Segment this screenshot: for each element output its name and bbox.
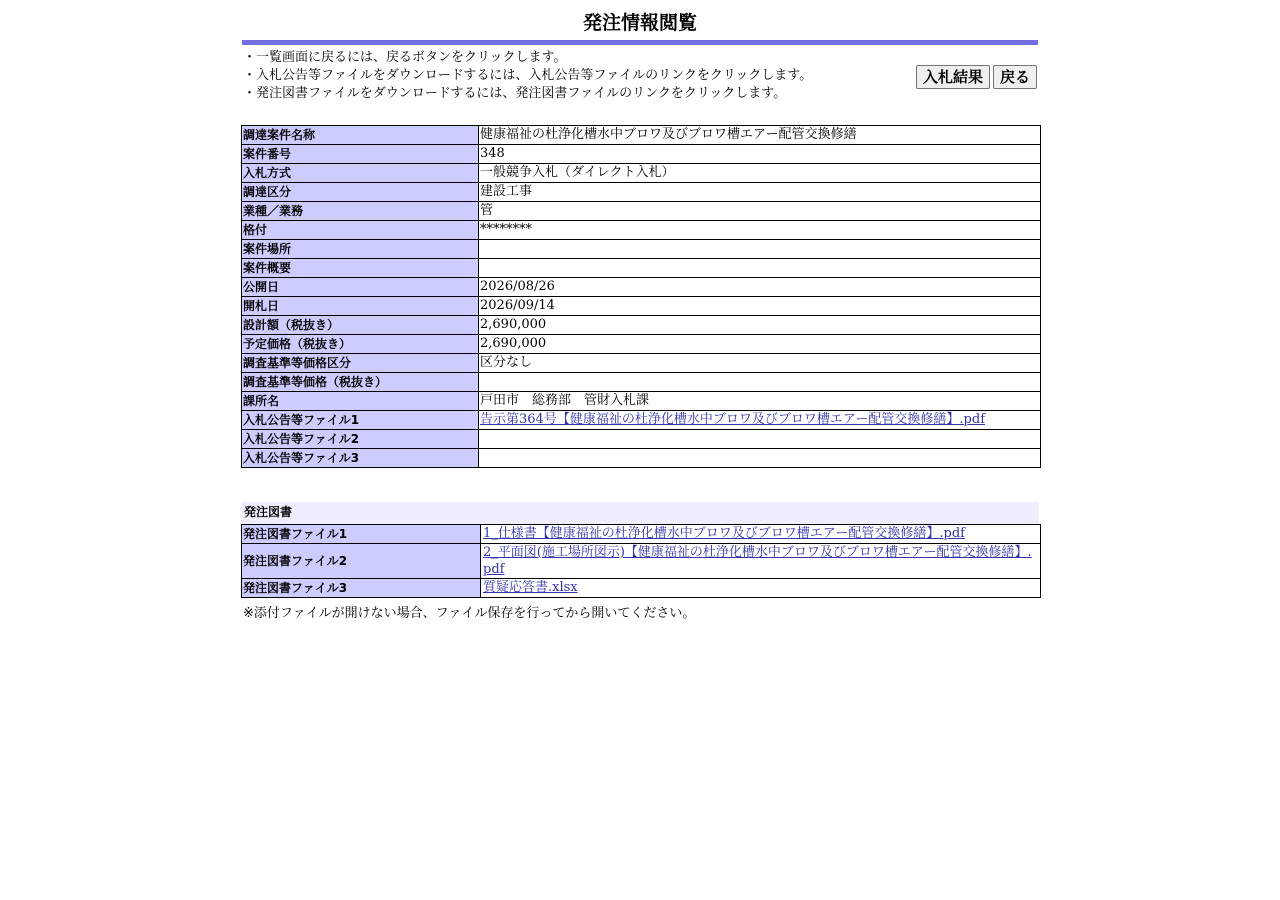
instruction-line: ・一覧画面に戻るには、戻るボタンをクリックします。 — [243, 50, 567, 65]
row-value — [481, 525, 1041, 544]
order-info-table — [241, 125, 1041, 468]
row-value: 区分なし — [479, 354, 1041, 373]
page-container — [241, 0, 1039, 621]
title-divider — [242, 40, 1038, 45]
row-value — [481, 544, 1041, 579]
row-label: 発注図書ファイル2 — [242, 544, 481, 579]
row-value — [479, 259, 1041, 278]
row-value — [479, 373, 1041, 392]
table-row — [242, 183, 1041, 202]
drawings-section-title: 発注図書 — [242, 502, 1039, 524]
table-row — [242, 164, 1041, 183]
table-row — [242, 202, 1041, 221]
table-row — [242, 126, 1041, 145]
row-value: 管 — [479, 202, 1041, 221]
row-label: 案件概要 — [242, 259, 479, 278]
row-label: 入札公告等ファイル3 — [242, 449, 479, 468]
row-label: 入札公告等ファイル1 — [242, 411, 479, 430]
table-row — [242, 259, 1041, 278]
table-row — [242, 316, 1041, 335]
table-row — [242, 278, 1041, 297]
table-row — [242, 221, 1041, 240]
row-label: 調達案件名称 — [242, 126, 479, 145]
table-row — [242, 579, 1041, 598]
table-row — [242, 411, 1041, 430]
table-row — [242, 145, 1041, 164]
row-value — [481, 579, 1041, 598]
row-label: 調達区分 — [242, 183, 479, 202]
row-label: 調査基準等価格区分 — [242, 354, 479, 373]
table-row — [242, 525, 1041, 544]
row-label: 入札方式 — [242, 164, 479, 183]
row-value: 2,690,000 — [479, 335, 1041, 354]
drawing-file-2-link[interactable]: 2_平面図(施工場所図示)【健康福祉の杜浄化槽水中ブロワ及びブロワ槽エアー配管交換修繕】.pdf — [483, 545, 1032, 577]
drawing-file-3-link[interactable]: 質疑応答書.xlsx — [483, 580, 578, 595]
row-label: 予定価格（税抜き） — [242, 335, 479, 354]
row-value — [479, 430, 1041, 449]
table-row — [242, 297, 1041, 316]
row-value — [479, 411, 1041, 430]
row-value: ******** — [479, 221, 1041, 240]
row-value: 2,690,000 — [479, 316, 1041, 335]
row-label: 入札公告等ファイル2 — [242, 430, 479, 449]
back-button[interactable]: 戻る — [993, 65, 1037, 89]
row-label: 開札日 — [242, 297, 479, 316]
row-value: 戸田市 総務部 管財入札課 — [479, 392, 1041, 411]
drawing-file-1-link[interactable]: 1_仕様書【健康福祉の杜浄化槽水中ブロワ及びブロワ槽エアー配管交換修繕】.pdf — [483, 526, 965, 541]
action-buttons — [916, 65, 1037, 89]
table-row — [242, 335, 1041, 354]
notice-file-1-link[interactable]: 告示第364号【健康福祉の杜浄化槽水中ブロワ及びブロワ槽エアー配管交換修繕】.pdf — [480, 412, 986, 427]
instruction-line: ・入札公告等ファイルをダウンロードするには、入札公告等ファイルのリンクをクリックします。 — [243, 68, 813, 83]
table-row — [242, 392, 1041, 411]
row-value: 2026/09/14 — [479, 297, 1041, 316]
attachment-note: ※添付ファイルが開けない場合、ファイル保存を行ってから開いてください。 — [243, 606, 696, 621]
row-value: 建設工事 — [479, 183, 1041, 202]
drawings-table — [241, 524, 1041, 598]
row-label: 案件番号 — [242, 145, 479, 164]
row-label: 設計額（税抜き） — [242, 316, 479, 335]
page-title: 発注情報閲覧 — [582, 12, 697, 34]
row-label: 課所名 — [242, 392, 479, 411]
table-row — [242, 544, 1041, 579]
row-label: 格付 — [242, 221, 479, 240]
row-value: 348 — [479, 145, 1041, 164]
row-value: 一般競争入札（ダイレクト入札） — [479, 164, 1041, 183]
table-row — [242, 430, 1041, 449]
instructions — [241, 49, 1039, 125]
row-value: 2026/08/26 — [479, 278, 1041, 297]
row-label: 発注図書ファイル3 — [242, 579, 481, 598]
row-value: 健康福祉の杜浄化槽水中ブロワ及びブロワ槽エアー配管交換修繕 — [479, 126, 1041, 145]
row-label: 発注図書ファイル1 — [242, 525, 481, 544]
table-row — [242, 449, 1041, 468]
table-row — [242, 240, 1041, 259]
row-value — [479, 449, 1041, 468]
table-row — [242, 354, 1041, 373]
row-label: 案件場所 — [242, 240, 479, 259]
row-value — [479, 240, 1041, 259]
instruction-line: ・発注図書ファイルをダウンロードするには、発注図書ファイルのリンクをクリックします。 — [243, 86, 787, 101]
bid-result-button[interactable]: 入札結果 — [916, 65, 990, 89]
row-label: 公開日 — [242, 278, 479, 297]
row-label: 業種／業務 — [242, 202, 479, 221]
table-row — [242, 373, 1041, 392]
row-label: 調査基準等価格（税抜き） — [242, 373, 479, 392]
